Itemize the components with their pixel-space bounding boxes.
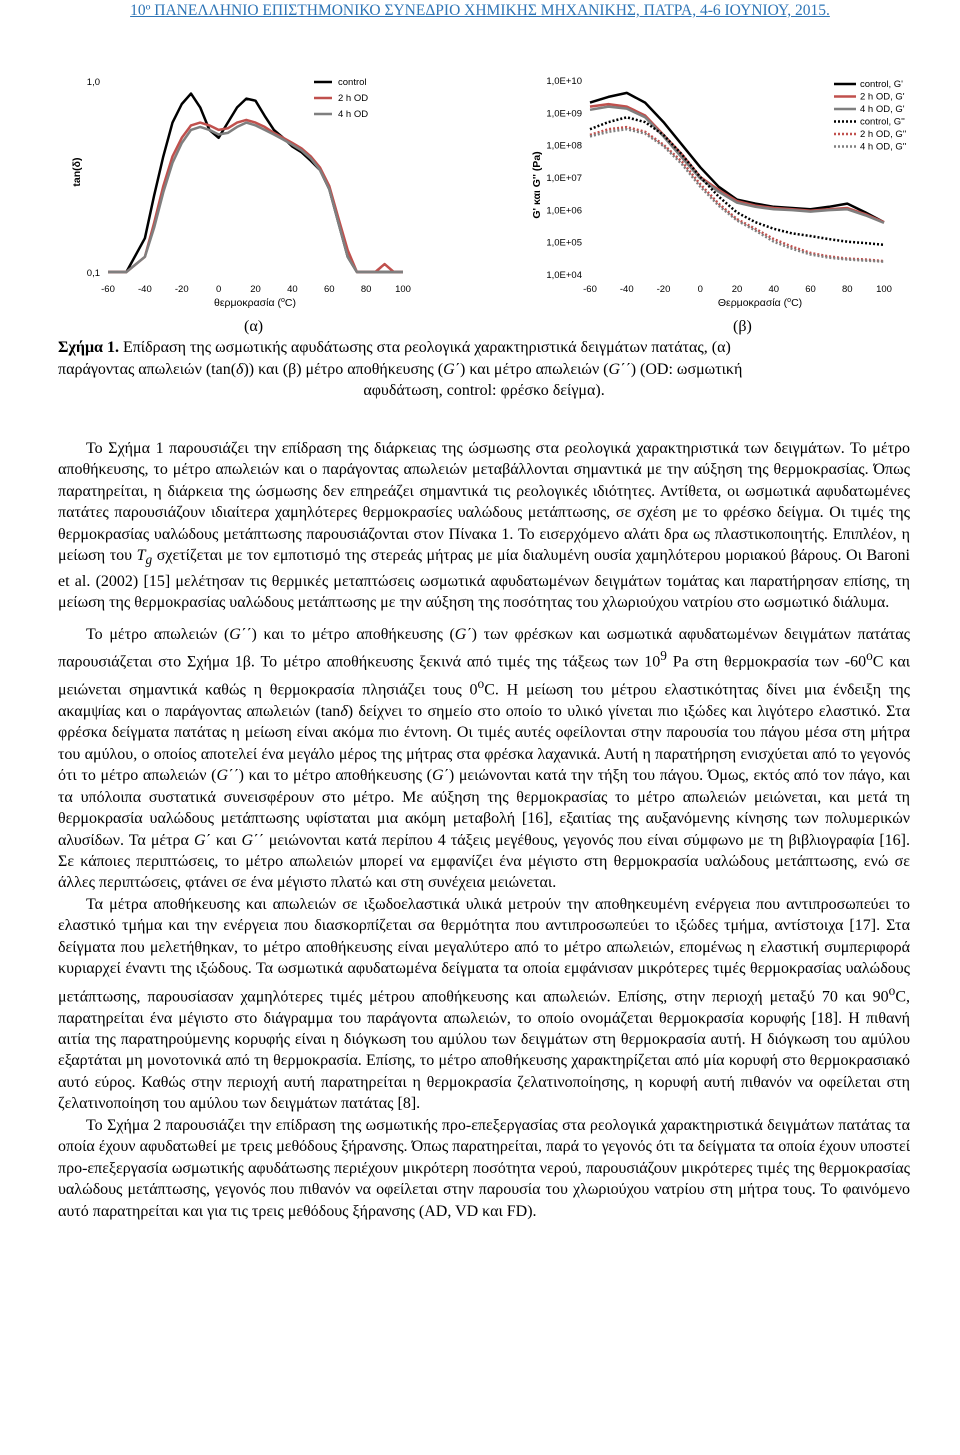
legend-label-3: control, G'' [860,116,905,128]
paragraph-3: Τα μέτρα αποθήκευσης και απωλειών σε ιξωδοελαστικά υλικά μετρούν την αποθηκευμένη ενέργεια που αντιπροσωπεύει το ελαστικό τμήμα και την ενέργεια που διασκορπίζεται σα θερμότητα που αντιπροσωπεύει το ιξώδες τμήμα, αντίστοιχα [17]. Στα δείγματα που μελετήθηκαν, το μέτρο αποθήκευσης είναι μεγαλύτερο από το μέτρο απωλειών, επομένως η ελαστική συμπεριφορά κυριαρχεί έναντι της ιξώδους. Τα ωσμωτικά αφυδατωμένα δείγματα τα οποία εμφάνισαν μικρότερες τιμές θερμοκρασίας υαλώδους μετάπτωσης, παρουσίασαν χαμηλότερες τιμές μέτρου αποθήκευσης και απωλειών. Επίσης, στην περιοχή μεταξύ 70 και 90$^o$C, παρατηρείται ένα μέγιστο στο διάγραμμα του παράγοντα απωλειών, το οποίο ονομάζεται θερμοκρασία κορυφής [18]. Η πιθανή αιτία της παρατηρούμενης κορυφής είναι η διόγκωση του αμύλου των δειγμάτων στη θερμοκρασία αυτή. Η διόγκωση του αμύλου εξαρτάται μη μονοτονικά από τη θερμοκρασία. Επίσης, το μέτρο αποθήκευσης χαρακτηρίζεται από μία κορυφή στο θερμοκρασιακό αυτό εύρος. Καθώς στην περιοχή αυτή παρατηρείται η θερμοκρασία ζελατινοποίησης, η κορυφή αυτή πιθανόν να οφείλεται στη ζελατινοποίηση του αμύλου των δειγμάτων πατάτας [8]. [58,895,910,1113]
series-line-4-h-od [108,123,403,272]
figure-b-xtick: 60 [805,284,816,295]
paragraph-2: Το μέτρο απωλειών (G΄΄) και το μέτρο αποθήκευσης (G΄) των φρέσκων και ωσμωτικά αφυδατωμένων δειγμάτων πατάτας παρουσιάζεται στο Σχήμα 1β. Το μέτρο αποθήκευσης ξεκινά από τιμές της τάξεως των $10^9$ Pa στη θερμοκρασία των -60$^o$C και μειώνεται σημαντικά καθώς η θερμοκρασία πλησιάζει τους 0$^o$C. Η μείωση του μέτρου ελαστικότητας δίνει μια ένδειξη της ακαμψίας και ο παράγοντας απωλειών (tanδ) δείχνει το σημείο στο οποίο το υλικό γίνεται πιο ιξώδες και λιγότερο ελαστικό. Στα φρέσκα δείγματα πατάτας η μείωση είναι ακόμα πιο έντονη. Οι τιμές αυτές οφείλονται στην παρουσία του πάγου μέσα στη μήτρα του αμύλου, ο οποίος αποτελεί ένα μεγάλο μέρος της μήτρας στα φρέσκα λαχανικά. Αυτή η παρατήρηση ενισχύεται από το γεγονός ότι το μέτρο απωλειών (G΄΄) και το μέτρο αποθήκευσης (G΄) μειώνονται κατά την τήξη του πάγου. Όμως, εκτός από τον πάγο, και τα υπόλοιπα συστατικά συνεισφέρουν στο μέτρο. Με αύξηση της θερμοκρασίας το μέτρο απωλειών μειώνεται, και μετά τη θερμοκρασία υαλώδους μετάπτωσης υφίσταται μια ακόμη μεταβολή [16], εξαιτίας της αυξανόμενης κίνησης των πολυμερικών αλυσίδων. Τα μέτρα G΄ και G΄΄ μειώνονται κατά περίπου 4 τάξεις μεγέθους, γεγονός που είναι σύμφωνο με τη βιβλιογραφία [16]. Σε κάποιες περιπτώσεις, το μέτρο απωλειών μπορεί να εμφανίζει ένα μέγιστο στη θερμοκρασία υαλώδους μετάπτωσης, ενώ σε άλλες περιπτώσεις, φτάνει σε ένα μέγιστο πλατώ και στη συνέχεια μειώνεται. [58,625,911,892]
figure-b-xtick: 40 [768,284,780,295]
figure-b-sublabel: (β) [733,318,752,335]
figure-a-xticks [101,284,411,295]
legend-label-2h-od: 2 h OD [338,93,369,104]
figure-a-xtick: 20 [250,284,261,295]
legend-label-1: 2 h OD, G' [860,91,905,103]
figure-b-xticks [583,284,892,295]
figure-b [520,60,920,322]
figure-b-legend [834,79,907,153]
caption-line-1: Σχήμα 1. Επίδραση της ωσμωτικής αφυδάτωσης στα ρεολογικά χαρακτηριστικά δειγμάτων πατάτας, (α) [58,339,731,356]
legend-label-control: control [338,77,367,88]
figure-b-ytick: 1,0E+06 [546,205,582,217]
figure-a-xtick: 80 [360,284,372,295]
figure-b-ytick: 1,0E+09 [546,108,582,120]
series-line-2-h-od [108,120,403,272]
figure-caption [58,337,910,402]
figure-b-ylabel: G' και G'' (Pa) [531,151,543,219]
figure-a-xtick: -60 [101,284,115,295]
caption-line-3: αφυδάτωση, control: φρέσκο δείγμα). [363,382,605,399]
figure-b-ytick: 1,0E+04 [546,270,582,281]
legend-label-2: 4 h OD, G' [860,104,905,115]
figure-a [60,60,420,322]
figure-b-xtick: -60 [583,284,597,295]
figure-b-ytick: 1,0E+10 [546,76,582,87]
figure-a-series [108,94,403,272]
figure-a-ytick-bottom: 0,1 [86,268,100,279]
figure-a-xtick: -20 [174,284,189,295]
figure-a-svg [60,60,420,322]
figure-b-xtick: -20 [656,284,671,295]
figure-b-xlabel: Θερμοκρασία ($^o$C) [717,297,803,309]
series-line-control [108,94,403,272]
figure-a-legend [314,77,368,120]
figure-b-xtick: 20 [731,284,743,295]
paragraph-4: Το Σχήμα 2 παρουσιάζει την επίδραση της ωσμωτικής προ-επεξεργασίας στα ρεολογικά χαρακτηριστικά δειγμάτων πατάτας τα οποία έχουν αφυδατωθεί με τρεις μεθόδους ξήρανσης. Όπως παρατηρείται, παρά το γεγονός ότι τα δείγματα τα οποία έχουν υποστεί προ-επεξεργασία ωσμωτικής αφυδάτωσης περιέχουν μικρότερη ποσότητα νερού, παρουσιάζουν μικρότερες τιμές της θερμοκρασίας υαλώδους μετάπτωσης, γεγονός που πιθανόν να οφείλεται στην παρουσία του χλωριούχου νατρίου στη μήτρα τους. Το φαινόμενο αυτό παρατηρείται και για τις τρεις μεθόδους ξήρανσης (AD, VD και FD). [58,1116,910,1220]
figure-b-xtick: -40 [619,284,634,295]
paragraph-1: Το Σχήμα 1 παρουσιάζει την επίδραση της διάρκειας της ώσμωσης στα ρεολογικά χαρακτηριστικά των δειγμάτων. Το μέτρο αποθήκευσης, το μέτρο απωλειών και ο παράγοντας απωλειών μεταβάλλονται σημαντικά με την αύξηση της θερμοκρασίας. Όπως παρατηρείται, η διάρκεια της ώσμωσης δεν επηρεάζει σημαντικά τις ρεολογικές ιδιότητες. Αντίθετα, οι ωσμωτικά αφυδατωμένες πατάτες παρουσιάζουν ιδιαίτερα χαμηλότερες θερμοκρασίες υαλώδους μετάπτωσης, σε σχέση με το φρέσκο δείγμα. Οι τιμές της θερμοκρασίας υαλώδους μετάπτωσης παρουσιάζονται στον Πίνακα 1. Το εισερχόμενο αλάτι δρα ως πλαστικοποιητής. Επιπλέον, η μείωση του $T_g$ σχετίζεται με τον εμποτισμό της στερεάς μήτρας με μία διαλυμένη ουσία χαμηλότερου μοριακού βάρους. Οι Baroni et al. (2002) [15] μελέτησαν τις θερμικές μεταπτώσεις ωσμωτικά αφυδατωμένων δειγμάτων τομάτας και παρατήρησαν επίσης, τη μείωση της θερμοκρασίας υαλώδους μετάπτωσης με την αύξηση της ποσότητας του χλωριούχου νατρίου στο ωσμωτικό διάλυμα. [58,440,911,612]
caption-label: Σχήμα 1. [58,339,119,356]
figure-b-xtick: 0 [697,284,703,295]
figure-a-xtick: 60 [323,284,335,295]
figure-b-series [590,93,884,262]
legend-label-0: control, G' [860,79,903,90]
figure-b-xtick: 100 [876,284,892,295]
figure-a-ylabel: tan(δ) [71,157,83,187]
figure-a-xtick: -40 [138,284,152,295]
figure-a-ytick-top: 1,0 [86,77,100,88]
figure-a-xtick: 100 [395,284,411,295]
figure-b-xtick: 80 [841,284,853,295]
legend-label-4: 2 h OD, G'' [860,129,907,140]
series-line-4-h-od-g-loss [590,129,884,262]
figure-b-ytick: 1,0E+07 [546,173,582,184]
figure-b-ytick: 1,0E+05 [546,237,582,249]
figure-a-xtick: 0 [215,284,222,295]
figure-a-xtick: 40 [287,284,298,295]
legend-label-5: 4 h OD, G'' [860,141,907,153]
caption-line-2: παράγοντας απωλειών (tan(δ)) και (β) μέτρο αποθήκευσης (G΄) και μέτρο απωλειών (G΄΄) (OD: ωσμωτική [58,360,743,378]
figure-b-yticks [546,76,582,281]
figure-b-ytick: 1,0E+08 [546,140,582,152]
body-text [58,438,910,1222]
figure-a-xlabel: θερμοκρασία ($^o$C) [214,297,296,309]
page-header: 10º ΠΑΝΕΛΛΗΝΙΟ ΕΠΙΣΤΗΜΟΝΙΚΟ ΣΥΝΕΔΡΙΟ ΧΗΜΙΚΗΣ ΜΗΧΑΝΙΚΗΣ, ΠΑΤΡΑ, 4-6 ΙΟΥΝΙΟΥ, 2015. [130,2,830,19]
legend-label-4h-od: 4 h OD [338,109,369,120]
figure-b-svg [520,60,920,322]
series-line-control-g-loss [590,117,884,245]
figure-a-sublabel: (α) [244,318,264,335]
